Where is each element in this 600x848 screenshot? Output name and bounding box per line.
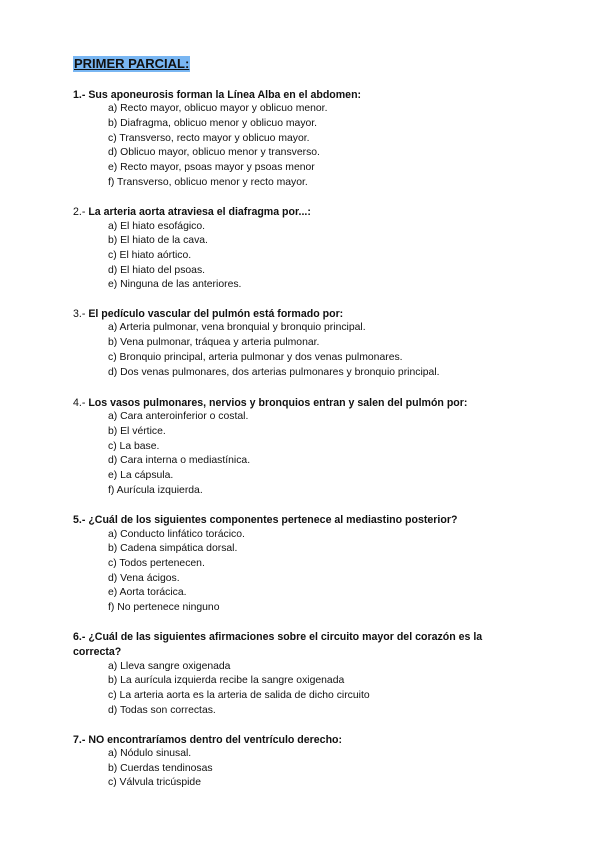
option-5c: c) Todos pertenecen. [108, 558, 205, 569]
question-1 [73, 88, 533, 102]
option-6c: c) La arteria aorta es la arteria de salida de dicho circuito [108, 690, 370, 701]
option-1c: c) Transverso, recto mayor y oblicuo mayor. [108, 133, 310, 144]
question-text: ¿Cuál de los siguientes componentes pertenece al mediastino posterior? [88, 514, 458, 526]
question-6 [73, 630, 533, 660]
option-4f: f) Aurícula izquierda. [108, 485, 203, 496]
question-number: 4.- [73, 397, 86, 409]
option-5a: a) Conducto linfático torácico. [108, 529, 245, 540]
option-4d: d) Cara interna o mediastínica. [108, 455, 251, 466]
question-3 [73, 307, 533, 321]
question-text: La arteria aorta atraviesa el diafragma por...: [88, 206, 311, 218]
option-1a: a) Recto mayor, oblicuo mayor y oblicuo menor. [108, 103, 328, 114]
option-5f: f) No pertenece ninguno [108, 602, 220, 613]
question-7 [73, 733, 533, 747]
question-text: Los vasos pulmonares, nervios y bronquios entran y salen del pulmón por: [88, 397, 468, 409]
option-7b: b) Cuerdas tendinosas [108, 763, 213, 774]
question-5 [73, 513, 533, 527]
option-3d: d) Dos venas pulmonares, dos arterias pulmonares y bronquio principal. [108, 367, 440, 378]
question-number: 2.- [73, 206, 86, 218]
question-number: 6.- [73, 631, 86, 643]
option-6a: a) Lleva sangre oxigenada [108, 661, 231, 672]
option-7a: a) Nódulo sinusal. [108, 748, 192, 759]
option-7c: c) Válvula tricúspide [108, 777, 201, 788]
option-3b: b) Vena pulmonar, tráquea y arteria pulmonar. [108, 337, 320, 348]
question-4 [73, 396, 533, 410]
option-1b: b) Diafragma, oblicuo menor y oblicuo mayor. [108, 118, 318, 129]
question-number: 5.- [73, 514, 86, 526]
option-4c: c) La base. [108, 441, 160, 452]
question-2 [73, 205, 533, 219]
option-6b: b) La aurícula izquierda recibe la sangre oxigenada [108, 675, 345, 686]
option-1e: e) Recto mayor, psoas mayor y psoas menor [108, 162, 315, 173]
option-1d: d) Oblicuo mayor, oblicuo menor y transverso. [108, 147, 320, 158]
option-2e: e) Ninguna de las anteriores. [108, 279, 242, 290]
page-title: PRIMER PARCIAL: [74, 56, 190, 71]
option-5e: e) Aorta torácica. [108, 587, 187, 598]
question-text: Sus aponeurosis forman la Línea Alba en el abdomen: [88, 89, 362, 101]
option-5b: b) Cadena simpática dorsal. [108, 543, 238, 554]
option-6d: d) Todas son correctas. [108, 705, 216, 716]
option-5d: d) Vena ácigos. [108, 573, 180, 584]
question-text: El pedículo vascular del pulmón está formado por: [88, 308, 344, 320]
question-text: NO encontraríamos dentro del ventrículo derecho: [88, 734, 343, 746]
question-number: 1.- [73, 89, 86, 101]
question-text: ¿Cuál de las siguientes afirmaciones sobre el circuito mayor del corazón es la correcta? [73, 631, 483, 658]
option-2b: b) El hiato de la cava. [108, 235, 208, 246]
option-4e: e) La cápsula. [108, 470, 174, 481]
question-number: 3.- [73, 308, 86, 320]
option-4b: b) El vértice. [108, 426, 166, 437]
option-2d: d) El hiato del psoas. [108, 265, 206, 276]
question-number: 7.- [73, 734, 86, 746]
option-4a: a) Cara anteroinferior o costal. [108, 411, 249, 422]
option-2c: c) El hiato aórtico. [108, 250, 192, 261]
option-3a: a) Arteria pulmonar, vena bronquial y bronquio principal. [108, 322, 366, 333]
option-1f: f) Transverso, oblicuo menor y recto mayor. [108, 177, 308, 188]
option-2a: a) El hiato esofágico. [108, 221, 206, 232]
option-3c: c) Bronquio principal, arteria pulmonar y dos venas pulmonares. [108, 352, 403, 363]
